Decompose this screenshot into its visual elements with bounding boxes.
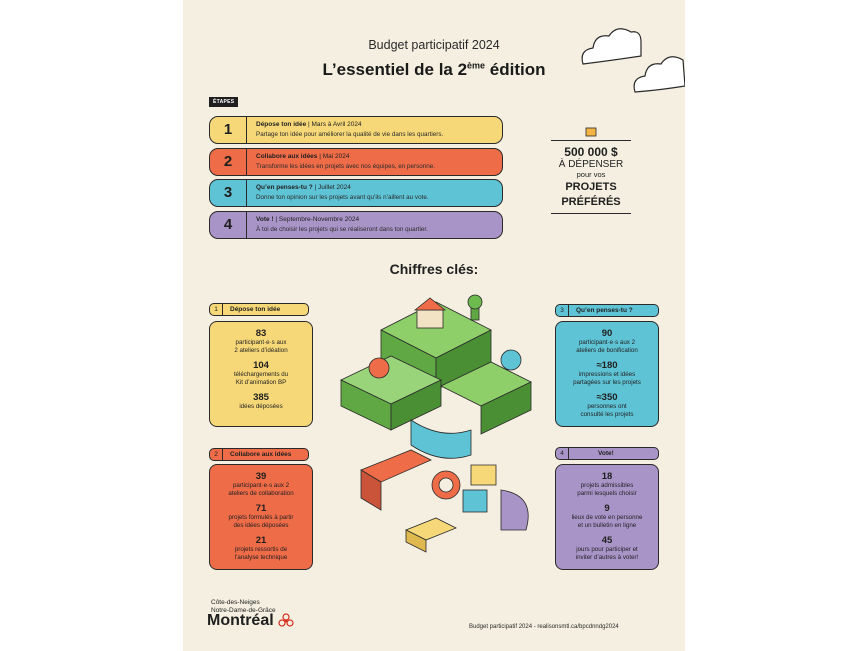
step-date: | Juillet 2024 [312,184,351,191]
coin-box-icon [584,126,598,138]
box-header-4: 4 Vote! [555,447,659,460]
step-title: Vote ! [256,216,274,223]
stat-number: 83 [255,328,267,339]
stat-number: 39 [255,471,267,482]
footer-link-text: Budget participatif 2024 - realisonsmtl.ca/bpcdnndg2024 [469,624,619,630]
stat-number: ≈350 [596,392,618,403]
chiffres-title: Chiffres clés: [389,261,479,277]
step-3 [209,179,503,207]
poster [183,0,685,651]
budget-amount: 500 000 $ [564,145,618,159]
box-header-2: 2 Collabore aux idées [209,448,309,461]
budget-callout [531,126,651,214]
budget-spend: À DÉPENSER [558,159,624,170]
montreal-rosette-icon [278,613,294,629]
isometric-city-illustration [321,290,551,570]
step-number: 1 [210,117,247,143]
stats-box-1: 83 participant·e·s aux 2 ateliers d’idéation 104 téléchargements du Kit d’animation BP 385 idées déposées [209,321,313,427]
stat-number: 90 [601,328,613,339]
step-date: | Mai 2024 [317,153,350,160]
box-header-3: 3 Qu’en penses-tu ? [555,304,659,317]
step-4 [209,211,503,239]
budget-projets: PROJETS [565,181,617,193]
montreal-logo: Montréal [207,612,294,630]
step-description: Transforme les idées en projets avec nos équipes, en personne. [256,163,435,170]
step-title: Collabore aux idées [256,153,318,160]
box-header-1: 1 Dépose ton idée [209,303,309,316]
stat-number: 385 [253,392,269,403]
step-2 [209,148,503,176]
page-title: L’essentiel de la 2ème édition [322,60,546,79]
step-date: | Septembre-Novembre 2024 [273,216,360,223]
stat-number: 104 [253,360,269,371]
stat-number: ≈180 [596,360,618,371]
step-number: 4 [210,212,247,238]
stat-number: 21 [255,535,267,546]
stat-number: 9 [604,503,610,514]
step-title: Qu’en penses-tu ? [256,184,313,191]
step-date: | Mars à Avril 2024 [306,121,362,128]
step-description: Partage ton idée pour améliorer la qualité de vie dans les quartiers. [256,131,444,138]
step-number: 3 [210,180,247,206]
borough-name: Côte-des-Neiges Notre-Dame-de-Grâce [211,599,276,614]
budget-pour: pour vos [576,170,606,179]
stats-box-2: 39 participant·e·s aux 2 ateliers de collaboration 71 projets formulés à partir des idées déposées 21 projets ressortis de l’analyse technique [209,464,313,570]
page-subtitle: Budget participatif 2024 [368,38,500,52]
stat-number: 71 [255,503,267,514]
stat-number: 45 [601,535,613,546]
stats-box-3: 90 participant·e·s aux 2 ateliers de bonification ≈180 impressions et idées partagées sur les projets ≈350 personnes ont consulté les projets [555,321,659,427]
budget-preferes: PRÉFÉRÉS [561,196,621,208]
step-description: À toi de choisir les projets qui se réaliseront dans ton quartier. [256,226,428,233]
etapes-tag: ÉTAPES [209,97,238,107]
stats-box-4: 18 projets admissibles parmi lesquels choisir 9 lieux de vote en personne et un bulletin en ligne 45 jours pour participer et inviter d’autres à voter! [555,464,659,570]
step-description: Donne ton opinion sur les projets avant qu’ils n’aillent au vote. [256,194,429,201]
stat-number: 18 [601,471,613,482]
step-1 [209,116,503,144]
clouds-illustration [575,12,685,102]
step-number: 2 [210,149,247,175]
step-title: Dépose ton idée [256,121,307,128]
